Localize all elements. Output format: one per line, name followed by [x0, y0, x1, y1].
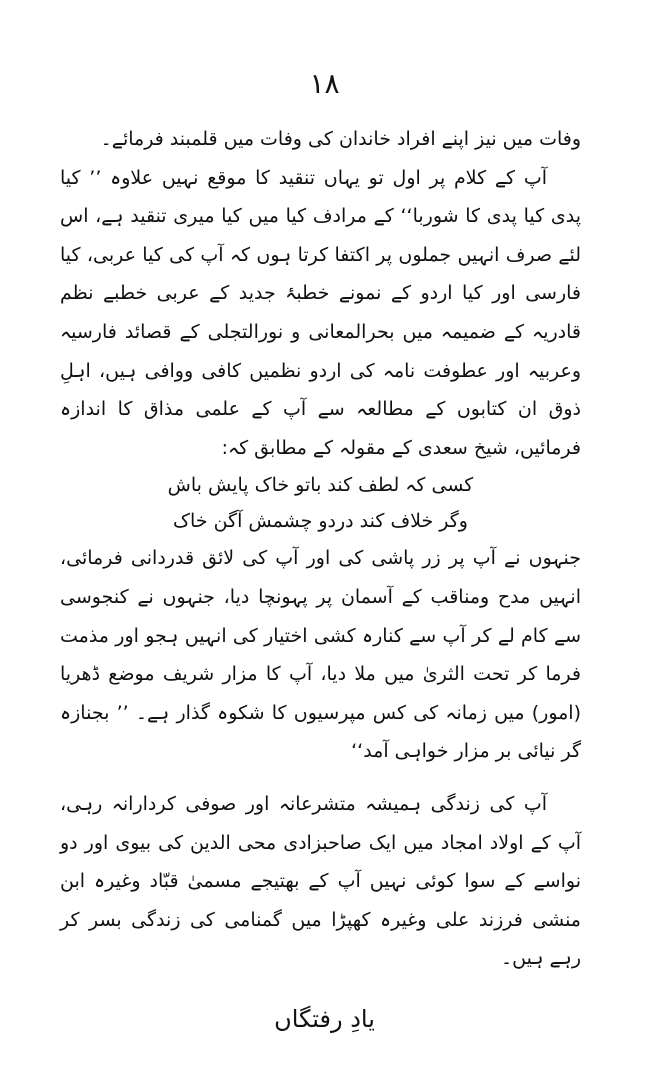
- paragraph-2: آپ کے کلام پر اول تو یہاں تنقید کا موقع نہیں علاوہ ’’ کیا پدی کیا پدی کا شوربا‘‘ کے مرادف کیا میں کیا میری تنقید ہے، اس لئے صرف انہیں جملوں پر اکتفا کرتا ہوں کہ آپ کی کیا عربی، کیا فارسی اور کیا اردو کے نمونے خطبۂ جدید کے عربی خطبے نظم قادریہ کے ضمیمہ میں بحرالمعانی و نورالتجلی کے قصائد فارسیہ وعربیہ اور عطوفت نامہ کی اردو نظمیں کافی ووافی ہیں، اہلِ ذوق ان کتابوں کے مطالعہ سے آپ کے علمی مذاق کا اندازہ فرمائیں، شیخ سعدی کے مقولہ کے مطابق کہ:: [60, 166, 581, 459]
- verse-line-2: وگر خلاف کند دردو چشمش آگن خاک: [173, 510, 468, 533]
- verse-line-1: کسی کہ لطف کند باتو خاک پایش باش: [167, 474, 474, 497]
- verse-block: [60, 467, 581, 539]
- paragraph-3: جنہوں نے آپ پر زر پاشی کی اور آپ کی لائق قدردانی فرمائی، انہیں مدح ومناقب کے آسمان پر پہونچا دیا، جنہوں نے کنجوسی سے کام لے کر آپ سے کنارہ کشی اختیار کی انہیں ہجو اور مذمت فرما کر تحت الثریٰ میں ملا دیا، آپ کا مزار شریف موضع ڈھریا (امور) میں زمانہ کی کس مپرسیوں کا شکوہ گذار ہے۔ ’’ بجنازہ گر نیائی بر مزار خواہی آمد‘‘: [60, 547, 581, 763]
- page-number: ۱۸: [309, 67, 340, 100]
- paragraph-1: وفات میں نیز اپنے افراد خاندان کی وفات میں قلمبند فرمائے۔: [100, 128, 581, 150]
- page-body: [60, 120, 581, 978]
- paragraph-4: آپ کی زندگی ہمیشہ متشرعانہ اور صوفی کردارانہ رہی، آپ کے اولاد امجاد میں ایک صاحبزادی محی الدین کی بیوی اور دو نواسے کے سوا کوئی نہیں آپ کے بھتیجے مسمیٰ قبّاد وغیرہ ابن منشی فرزند علی وغیرہ کھپڑا میں گمنامی کی زندگی بسر کر رہے ہیں۔: [60, 792, 581, 970]
- running-footer: یادِ رفتگاں: [274, 1005, 375, 1033]
